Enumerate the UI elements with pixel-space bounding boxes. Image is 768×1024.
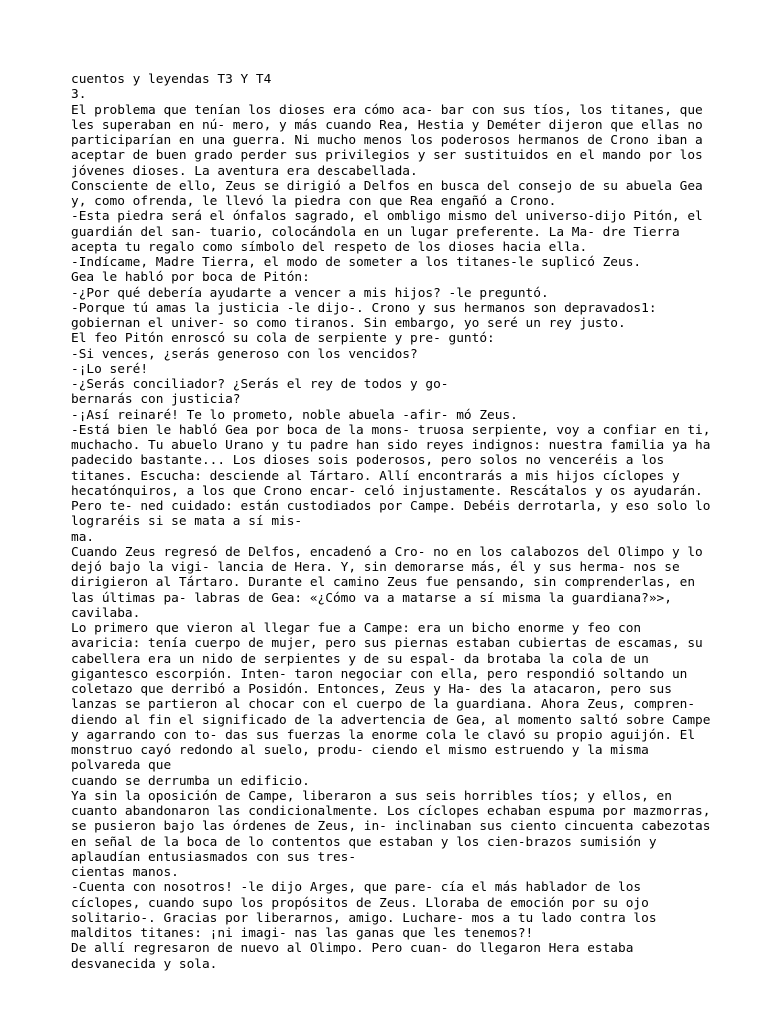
text-line: solitario-. Gracias por liberarnos, amigo. Luchare- mos a tu lado contra los [71,910,657,926]
document-body [71,72,711,972]
text-line: aplaudían entusiasmados con sus tres- [71,849,357,865]
text-line: -Si vences, ¿serás generoso con los vencidos? [71,346,418,362]
text-line: gigantesco escorpión. Inten- taron negociar con ella, pero respondió soltando un [71,666,688,682]
text-line: jóvenes dioses. La aventura era descabellada. [71,163,418,179]
text-line: cientas manos. [71,865,179,880]
text-line: aceptar de buen grado perder sus privilegios y ser sustituidos en el mando por los [71,148,703,164]
text-line: lanzas se partieron al chocar con el cuerpo de la guardiana. Ahora Zeus, compren- [71,697,696,713]
text-line: Ya sin la oposición de Campe, liberaron a sus seis horribles tíos; y ellos, en [71,788,672,804]
text-line: cuando se derrumba un edificio. [71,773,310,789]
text-line: acepta tu regalo como símbolo del respeto de los dioses hacia ella. [71,239,588,255]
text-line: lograréis si se mata a sí mis- [71,514,303,530]
text-line: en señal de la boca de lo contentos que estaban y los cien-brazos sumisión y [71,834,657,850]
text-line: cavilaba. [71,605,141,621]
text-line: 3. [71,87,87,103]
text-line: dirigieron al Tártaro. Durante el camino Zeus fue pensando, sin comprenderlas, en [71,575,696,591]
text-line: -Esta piedra será el ónfalos sagrado, el ombligo mismo del universo-dijo Pitón, el [71,209,703,225]
document-page [71,72,711,972]
text-line: cíclopes, cuando supo los propósitos de Zeus. Lloraba de emoción por su ojo [71,895,649,911]
text-line: les superaban en nú- mero, y más cuando Rea, Hestia y Deméter dijeron que ellas no [71,117,703,133]
text-line: muchacho. Tu abuelo Urano y tu padre han sido reyes indignos: nuestra familia ya ha [71,438,711,453]
text-line: las últimas pa- labras de Gea: «¿Cómo va a matarse a sí misma la guardiana?»>, [71,590,672,606]
text-line: Consciente de ello, Zeus se dirigió a Delfos en busca del consejo de su abuela Gea [71,178,703,194]
text-line: bernarás con justicia? [71,392,241,408]
text-line: monstruo cayó redondo al suelo, produ- ciendo el mismo estruendo y la misma [71,743,649,758]
text-line: malditos titanes: ¡ni imagi- nas las ganas que les tenemos?! [71,926,534,941]
text-line: guardián del san- tuario, colocándola en un lugar preferente. La Ma- dre Tierra [71,224,680,240]
text-line: gobiernan el univer- so como tiranos. Sin embargo, yo seré un rey justo. [71,316,626,331]
text-line: polvareda que [71,758,172,774]
text-line: El feo Pitón enroscó su cola de serpiente y pre- guntó: [71,331,495,347]
text-line: hecatónquiros, a los que Crono encar- celó injustamente. Rescátalos y os ayudarán. [71,483,703,499]
text-line: -Indícame, Madre Tierra, el modo de someter a los titanes-le suplicó Zeus. [71,255,642,270]
text-line: dejó bajo la vigi- lancia de Hera. Y, sin demorarse más, él y sus herma- nos se [71,560,680,575]
text-line: cabellera era un nido de serpientes y de su espal- da brotaba la cola de un [71,651,649,667]
text-line: Pero te- ned cuidado: están custodiados por Campe. Debéis derrotarla, y eso solo lo [71,499,711,514]
text-line: Gea le habló por boca de Pitón: [71,270,310,286]
text-line: titanes. Escucha: desciende al Tártaro. Allí encontrarás a mis hijos cíclopes y [71,468,680,484]
text-line: cuentos y leyendas T3 Y T4 [71,72,272,87]
text-line: y agarrando con to- das sus fuerzas la enorme cola le clavó su propio aguijón. El [71,727,696,743]
text-line: diendo al fin el significado de la advertencia de Gea, al momento saltó sobre Campe [71,712,711,728]
text-line: desvanecida y sola. [71,956,218,972]
text-line: avaricia: tenía cuerpo de mujer, pero sus piernas estaban cubiertas de escamas, su [71,636,703,652]
text-line: -Cuenta con nosotros! -le dijo Arges, que pare- cía el más hablador de los [71,880,642,896]
text-line: ma. [71,529,95,545]
text-line: -Está bien le habló Gea por boca de la mons- truosa serpiente, voy a confiar en ti, [71,422,711,438]
text-line: -¿Serás conciliador? ¿Serás el rey de todos y go- [71,377,449,392]
text-line: se pusieron bajo las órdenes de Zeus, in- inclinaban sus ciento cincuenta cabezotas [71,819,711,835]
text-line: -¡Lo seré! [71,361,149,377]
text-line: Lo primero que vieron al llegar fue a Campe: era un bicho enorme y feo con [71,621,642,636]
text-line: -¿Por qué debería ayudarte a vencer a mis hijos? -le preguntó. [71,285,549,301]
text-line: participarían en una guerra. Ni mucho menos los poderosos hermanos de Crono iban a [71,133,703,148]
text-line: y, como ofrenda, le llevó la piedra con que Rea engañó a Crono. [71,194,557,209]
text-line: -Porque tú amas la justicia -le dijo-. Crono y sus hermanos son depravados1: [71,300,657,316]
text-line: El problema que tenían los dioses era cómo aca- bar con sus tíos, los titanes, que [71,102,703,118]
text-line: De allí regresaron de nuevo al Olimpo. Pero cuan- do llegaron Hera estaba [71,941,634,957]
text-line: -¡Así reinaré! Te lo prometo, noble abuela -afir- mó Zeus. [71,407,518,423]
text-line: cuanto abandonaron las condicionalmente. Los cíclopes echaban espuma por mazmorras, [71,804,711,819]
text-line: coletazo que derribó a Posidón. Entonces, Zeus y Ha- des la atacaron, pero sus [71,682,672,697]
text-line: Cuando Zeus regresó de Delfos, encadenó a Cro- no en los calabozos del Olimpo y lo [71,544,703,560]
text-line: padecido bastante... Los dioses sois poderosos, pero solos no venceréis a los [71,453,665,469]
